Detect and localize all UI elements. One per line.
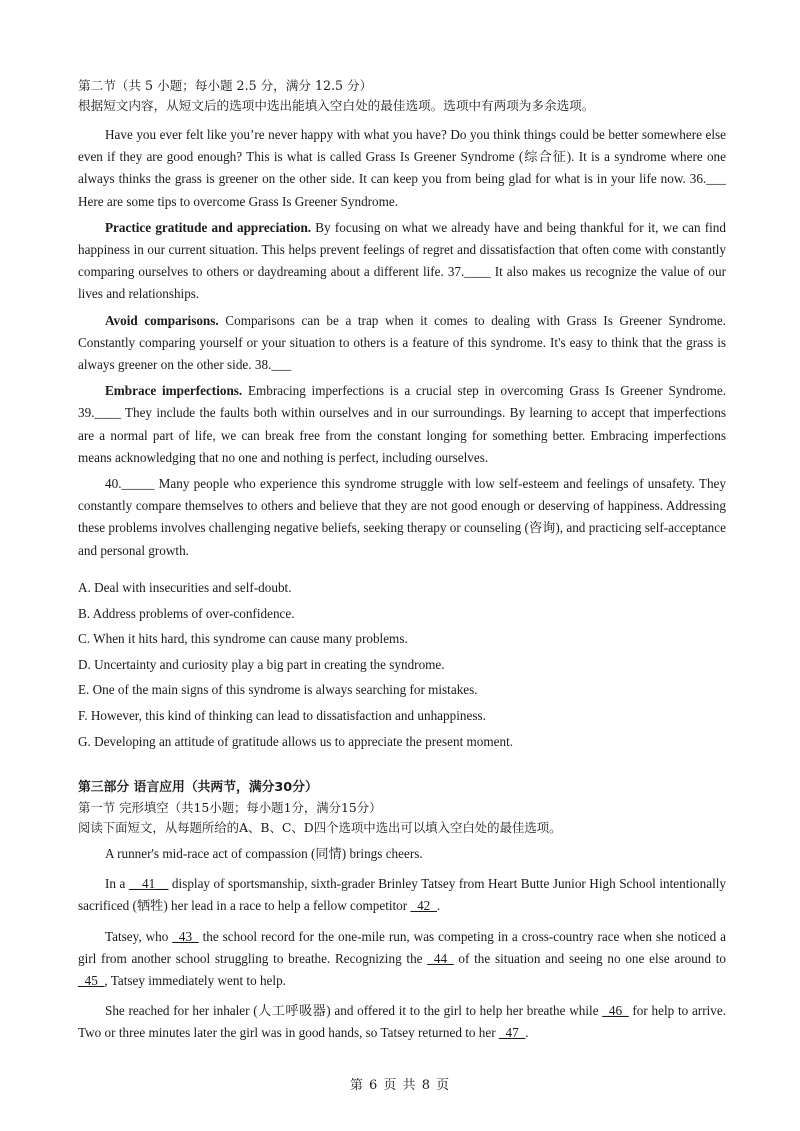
cloze-text: In a (105, 876, 129, 892)
option-c: C. When it hits hard, this syndrome can cause many problems. (78, 631, 408, 647)
cloze-text: the school record for the one-mile run, was competing in a cross-country race when she noticed a girl from another school struggling to breathe. Recognizing the (78, 928, 727, 966)
section2-instruction: 根据短文内容，从短文后的选项中选出能填入空白处的最佳选项。选项中有两项为多余选项。 (78, 98, 595, 113)
blank-41: __41__ (128, 876, 169, 892)
cloze-para-1 (78, 873, 726, 917)
part3-title: 第三部分 语言应用（共两节，满分30分） (78, 780, 318, 795)
cloze-text: , Tatsey immediately went to help. (104, 973, 286, 989)
cloze-text: for help to arrive. Two or three minutes later the girl was in good hands, so Tatsey returned to her (78, 1003, 726, 1041)
part3-subtitle: 第一节 完形填空（共15小题；每小题1分，满分15分） (78, 800, 382, 815)
cloze-para-2 (78, 926, 726, 993)
section2-header (78, 76, 726, 116)
option-e: E. One of the main signs of this syndrome is always searching for mistakes. (78, 682, 478, 698)
blank-44: _44_ (427, 950, 454, 966)
option-d: D. Uncertainty and curiosity play a big part in creating the syndrome. (78, 656, 445, 672)
options-list (78, 575, 726, 754)
cloze-title: A runner's mid-race act of compassion (同情) brings cheers. (105, 846, 423, 861)
option-a: A. Deal with insecurities and self-doubt. (78, 580, 292, 595)
passage (78, 124, 726, 562)
para-3-heading: Avoid comparisons. (105, 312, 219, 328)
blank-42: _42_ (410, 898, 437, 914)
blank-43: _43_ (172, 928, 199, 944)
passage-para-3 (78, 310, 726, 377)
section2-title: 第二节（共 5 小题；每小题 2.5 分，满分 12.5 分） (78, 78, 373, 93)
part3-header (78, 778, 726, 838)
passage-para-5: 40._____ Many people who experience this syndrome struggle with low self-esteem and feelings of unsafety. They constantly compare themselves to others and believe that they are not good enough or deserving of happiness. Addressing these problems involves challenging negative beliefs, seeking therapy or counseling (咨询), and practicing self-acceptance and personal growth. (78, 476, 726, 558)
cloze-text: of the situation and seeing no one else around to (453, 950, 727, 966)
option-g: G. Developing an attitude of gratitude allows us to appreciate the present moment. (78, 733, 514, 749)
option-f: F. However, this kind of thinking can lead to dissatisfaction and unhappiness. (78, 707, 486, 723)
cloze-passage (78, 843, 726, 1045)
para-3-body: Comparisons can be a trap when it comes to dealing with Grass Is Greener Syndrome. Constantly comparing yourself or your situation to others is a feature of this syndrome. It's easy to think that the grass is always greener on the other side. 38.___ (78, 312, 726, 373)
part3-instruction: 阅读下面短文，从每题所给的A、B、C、D四个选项中选出可以填入空白处的最佳选项。 (78, 820, 562, 835)
cloze-text: . (525, 1025, 529, 1041)
blank-46: _46_ (602, 1003, 629, 1019)
cloze-para-3 (78, 1000, 726, 1044)
page-footer: 第 6 页 共 8 页 (349, 1078, 451, 1093)
cloze-text: Tatsey, who (105, 928, 173, 944)
blank-47: _47_ (498, 1025, 526, 1041)
para-2-body: By focusing on what we already have and being thankful for it, we can find happiness in our current situation. This helps prevent feelings of regret and dissatisfaction that often come with constantly comparing ourselves to others or daydreaming about a different life. 37.____ It also makes us recognize the value of our lives and relationships. (78, 219, 726, 302)
cloze-text: . (436, 898, 441, 914)
option-b: B. Address problems of over-confidence. (78, 605, 295, 621)
para-4-heading: Embrace imperfections. (105, 383, 243, 399)
para-2-heading: Practice gratitude and appreciation. (105, 219, 312, 235)
passage-para-2 (78, 217, 726, 306)
cloze-text: display of sportsmanship, sixth-grader Brinley Tatsey from Heart Butte Junior High School intentionally sacrificed (牺牲) her lead in a race to help a fellow competitor (78, 876, 726, 914)
para-4-body: Embracing imperfections is a crucial step in overcoming Grass Is Greener Syndrome. 39.____ They include the faults both within ourselves and in our surroundings. By learning to accept that imperfections are a normal part of life, we can break free from the constant longing for something better. Embracing imperfections means acknowledging that no one and nothing is perfect, including ourselves. (78, 383, 726, 465)
blank-45: _45_ (78, 973, 105, 989)
passage-para-4 (78, 380, 726, 469)
cloze-text: She reached for her inhaler (人工呼吸器) and offered it to the girl to help her breathe while (105, 1003, 603, 1019)
passage-para-1: Have you ever felt like you’re never happy with what you have? Do you think things could be better somewhere else even if they are good enough? This is what is called Grass Is Greener Syndrome (综合征). It is a syndrome where one always thinks the grass is greener on the other side. It can keep you from being glad for what is in your life now. 36.___ Here are some tips to overcome Grass Is Greener Syndrome. (78, 127, 726, 209)
